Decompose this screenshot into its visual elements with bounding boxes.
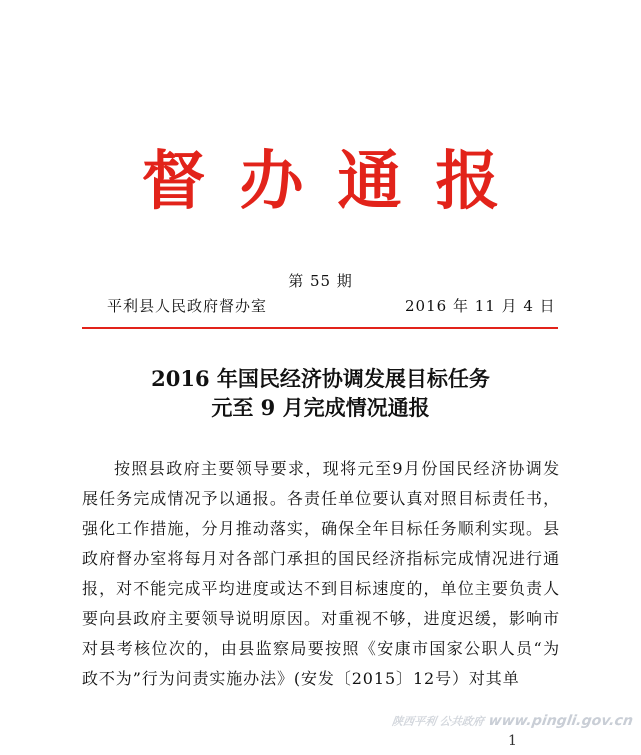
issue-date: 2016 年 11 月 4 日 bbox=[405, 297, 556, 315]
document-title bbox=[0, 364, 641, 422]
watermark-url: www.pingli.gov.cn bbox=[487, 713, 635, 729]
watermark-chinese: 陕西平利 公共政府 bbox=[391, 715, 485, 728]
page-number: 1 bbox=[508, 733, 517, 749]
issue-number: 第 55 期 bbox=[288, 272, 353, 290]
site-watermark bbox=[391, 713, 634, 729]
document-title-line-2: 元至 9 月完成情况通报 bbox=[211, 395, 430, 420]
body-paragraph: 按照县政府主要领导要求，现将元至9月份国民经济协调发展任务完成情况予以通报。各责任单位要认真对照目标责任书，强化工作措施，分月推动落实，确保全年目标任务顺利实现。县政府督办室将每月对各部门承担的国民经济指标完成情况进行通报，对不能完成平均进度或达不到目标速度的，单位主要负责人要向县政府主要领导说明原因。对重视不够，进度迟缓，影响市对县考核位次的，由县监察局要按照《安康市国家公职人员“为政不为”行为问责实施办法》(安发〔2015〕12号）对其单 bbox=[82, 459, 560, 688]
header-divider bbox=[82, 327, 558, 329]
issuing-office: 平利县人民政府督办室 bbox=[107, 297, 268, 315]
masthead-title: 督办通报 bbox=[141, 144, 534, 219]
document-title-line-1: 2016 年国民经济协调发展目标任务 bbox=[151, 366, 490, 391]
